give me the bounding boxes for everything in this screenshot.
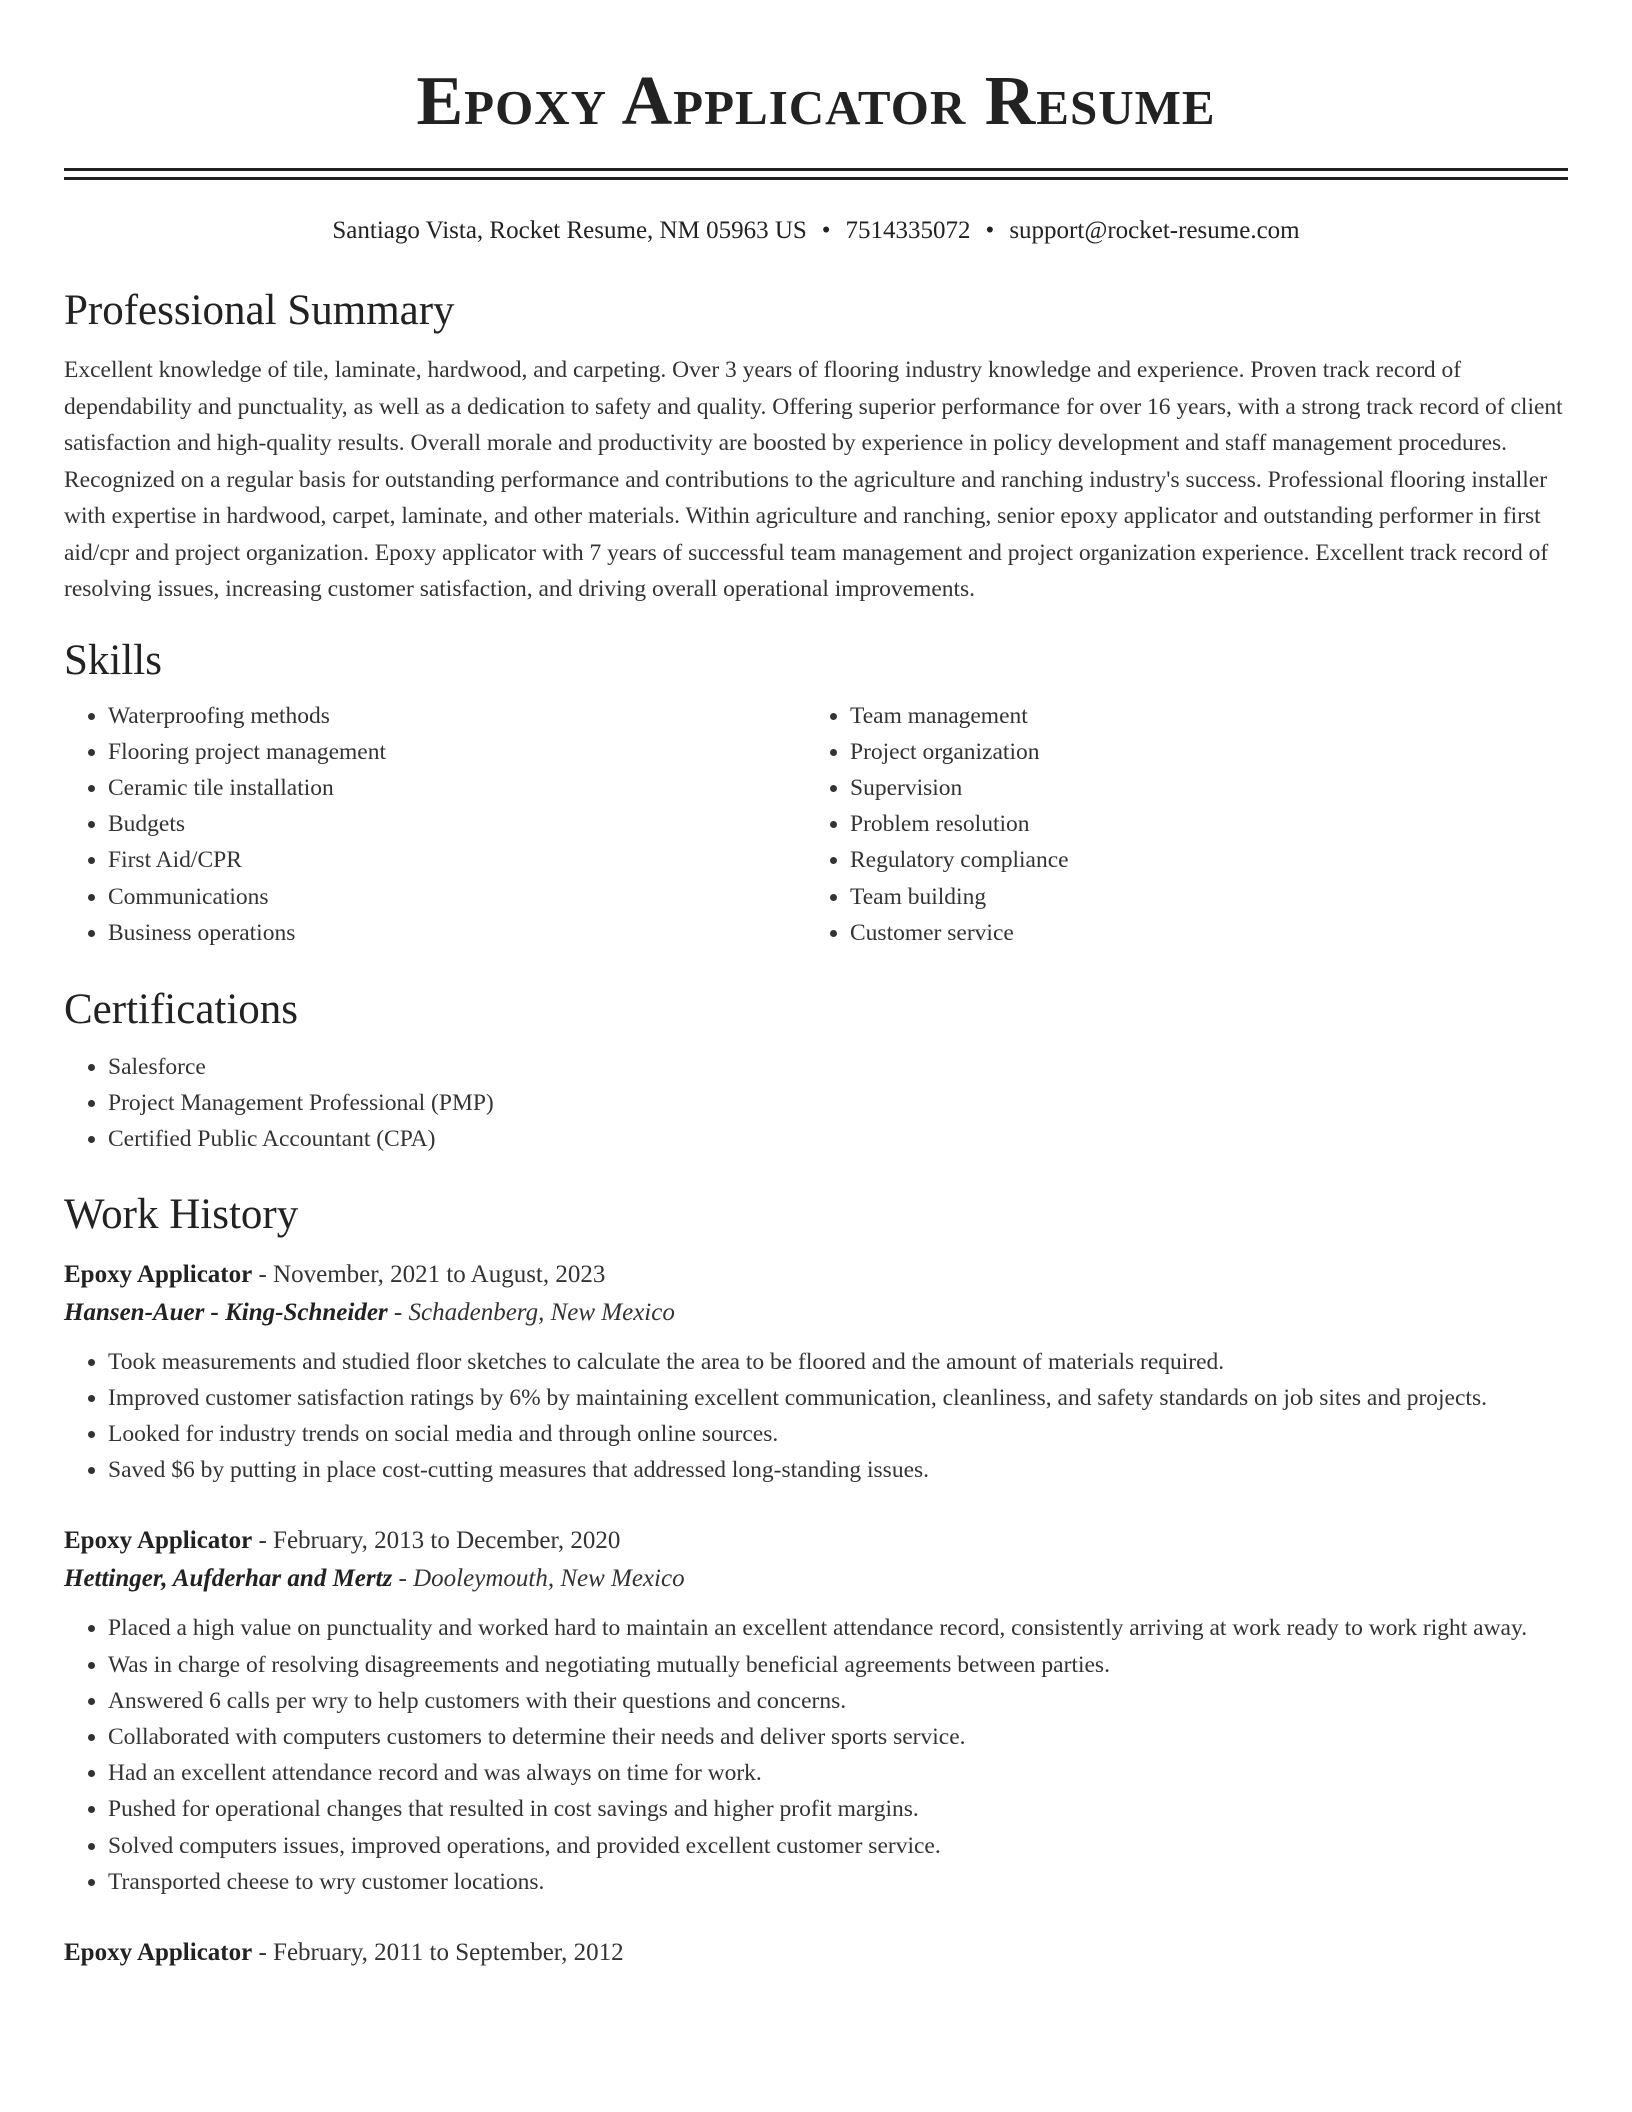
job-bullet: • Answered 6 calls per wry to help customers with their questions and concerns. (108, 1683, 1568, 1719)
skill-item: • Problem resolution (850, 806, 1548, 842)
summary-text: Excellent knowledge of tile, laminate, hardwood, and carpeting. Over 3 years of flooring industry knowledge and experience. Proven track record of dependability and punctuality, as well as a dedication to safety and quality. Offering superior performance for over 16 years, with a strong track record of client satisfaction and high-quality results. Overall morale and productivity are boosted by experience in policy development and staff management procedures. Recognized on a regular basis for outstanding performance and contributions to the agriculture and ranching industry's success. Professional flooring installer with expertise in hardwood, carpet, laminate, and other materials. Within agriculture and ranching, senior epoxy applicator and outstanding performer in first aid/cpr and project organization. Epoxy applicator with 7 years of successful team management and project organization experience. Excellent track record of resolving issues, increasing customer satisfaction, and driving overall operational improvements. (64, 357, 1563, 602)
job-title: Epoxy Applicator (64, 1260, 253, 1288)
resume-title: Epoxy Applicator Resume (416, 63, 1216, 140)
job-bullet: • Looked for industry trends on social media and through online sources. (108, 1416, 1568, 1452)
job-company: Hettinger, Aufderhar and Mertz (64, 1565, 393, 1593)
job-dates: - February, 2013 to December, 2020 (252, 1527, 621, 1555)
job-bullet: • Solved computers issues, improved operations, and provided excellent customer service. (108, 1828, 1568, 1864)
skill-item: • First Aid/CPR (108, 842, 806, 878)
contact-address: Santiago Vista, Rocket Resume, NM 05963 US (332, 217, 807, 244)
job-company: Hansen-Auer - King-Schneider (64, 1298, 388, 1326)
job-entry (64, 1522, 1568, 1900)
job-entry (64, 1256, 1568, 1489)
skill-item: • Project organization (850, 734, 1548, 770)
job-bullet: • Took measurements and studied floor sketches to calculate the area to be floored and the amount of materials required. (108, 1344, 1568, 1380)
job-dates: - February, 2011 to September, 2012 (252, 1938, 624, 1966)
summary-heading: Professional Summary (64, 287, 455, 334)
skill-item: • Team building (850, 879, 1548, 915)
certification-item: • Salesforce (108, 1049, 1568, 1085)
job-header (64, 1256, 1568, 1294)
job-bullets (64, 1610, 1568, 1900)
job-bullet: • Saved $6 by putting in place cost-cutting measures that addressed long-standing issues. (108, 1452, 1568, 1488)
skills-list-right (806, 698, 1548, 951)
certifications-list (64, 1049, 1568, 1158)
certifications-heading: Certifications (64, 985, 299, 1033)
certification-item: • Project Management Professional (PMP) (108, 1085, 1568, 1121)
contact-separator: • (985, 217, 995, 244)
contact-separator: • (821, 217, 831, 244)
skills-heading: Skills (64, 636, 162, 684)
job-bullet: • Collaborated with computers customers to determine their needs and deliver sports service. (108, 1719, 1568, 1755)
contact-line (64, 216, 1568, 246)
job-bullet: • Improved customer satisfaction ratings by 6% by maintaining excellent communication, cleanliness, and safety standards on job sites and projects. (108, 1380, 1568, 1416)
title-divider-thick (64, 168, 1568, 171)
job-bullet: • Had an excellent attendance record and was always on time for work. (108, 1755, 1568, 1791)
job-location: - Schadenberg, New Mexico (387, 1298, 675, 1326)
title-divider-thin (64, 177, 1568, 180)
skill-item: • Regulatory compliance (850, 842, 1548, 878)
contact-email: support@rocket-resume.com (1009, 217, 1300, 244)
skills-column-left (64, 698, 806, 951)
skill-item: • Team management (850, 698, 1548, 734)
contact-phone: 7514335072 (845, 217, 971, 244)
skill-item: • Customer service (850, 915, 1548, 951)
job-bullet: • Transported cheese to wry customer locations. (108, 1864, 1568, 1900)
skill-item: • Flooring project management (108, 734, 806, 770)
job-bullet: • Pushed for operational changes that resulted in cost savings and higher profit margins. (108, 1791, 1568, 1827)
skill-item: • Ceramic tile installation (108, 770, 806, 806)
job-entry (64, 1934, 1568, 1972)
job-bullet: • Was in charge of resolving disagreements and negotiating mutually beneficial agreements between parties. (108, 1647, 1568, 1683)
skill-item: • Budgets (108, 806, 806, 842)
job-header (64, 1522, 1568, 1560)
certification-item: • Certified Public Accountant (CPA) (108, 1121, 1568, 1157)
job-title: Epoxy Applicator (64, 1527, 253, 1555)
work-history-heading: Work History (64, 1190, 299, 1238)
skills-list-left (64, 698, 806, 951)
skill-item: • Waterproofing methods (108, 698, 806, 734)
job-employer (64, 1294, 1568, 1332)
job-header (64, 1934, 1568, 1972)
job-dates: - November, 2021 to August, 2023 (252, 1260, 606, 1288)
skill-item: • Business operations (108, 915, 806, 951)
job-bullet: • Placed a high value on punctuality and worked hard to maintain an excellent attendance record, consistently arriving at work ready to work right away. (108, 1610, 1568, 1646)
job-title: Epoxy Applicator (64, 1938, 253, 1966)
skill-item: • Communications (108, 879, 806, 915)
job-bullets (64, 1344, 1568, 1489)
skill-item: • Supervision (850, 770, 1548, 806)
skills-columns (64, 698, 1568, 951)
job-location: - Dooleymouth, New Mexico (392, 1565, 685, 1593)
skills-column-right (806, 698, 1548, 951)
job-employer (64, 1560, 1568, 1598)
